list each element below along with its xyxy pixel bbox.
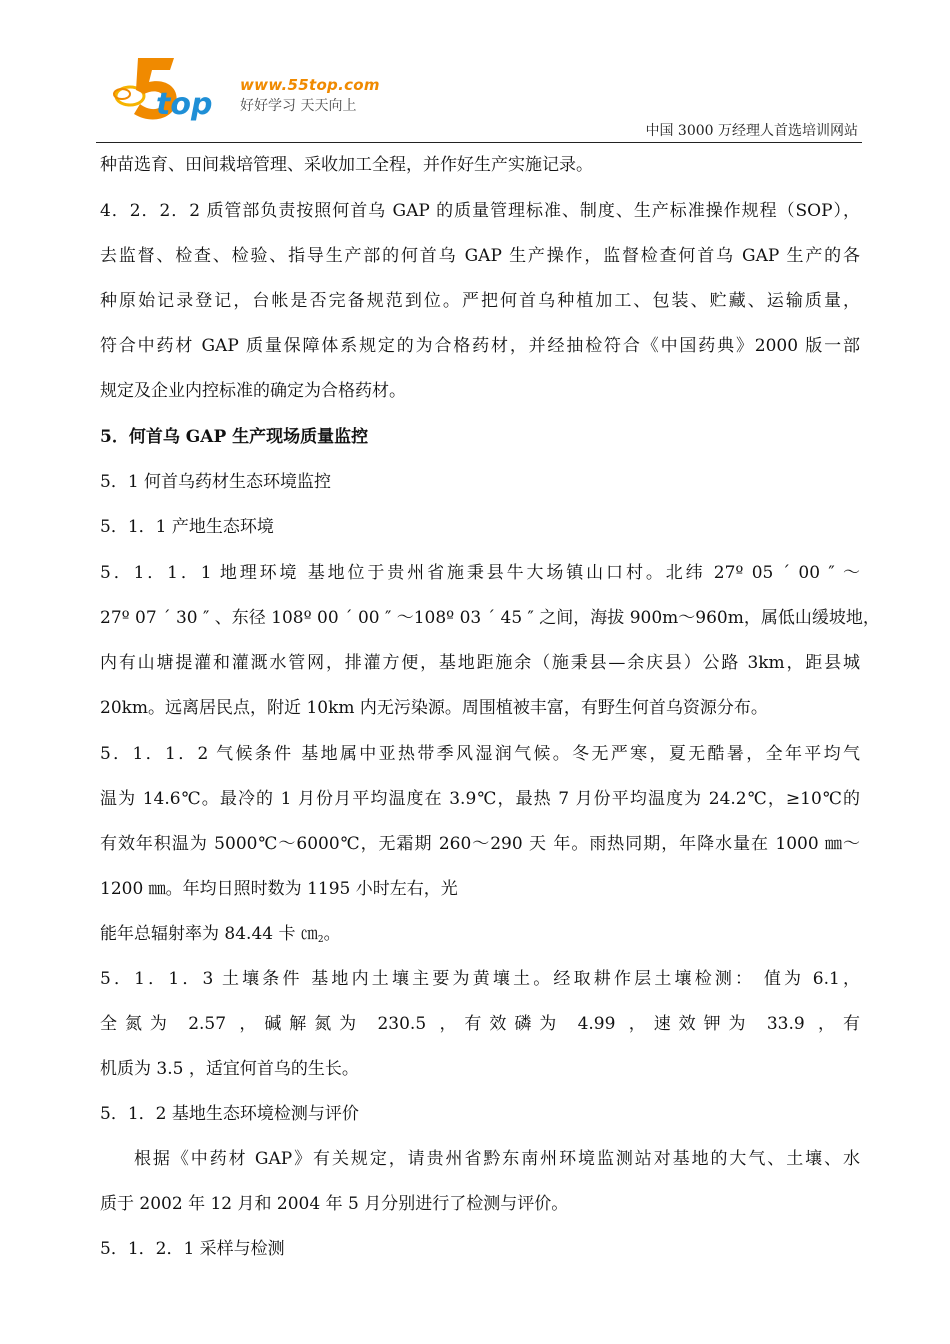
paragraph-line: 温为 14.6℃。最冷的 1 月份月平均温度在 3.9℃，最热 7 月份平均温度为 24.2℃，≥10℃的 (100, 789, 860, 809)
header-divider (96, 142, 862, 143)
superscript-2: 2 (317, 935, 324, 945)
svg-text:top: top (156, 87, 213, 122)
section-heading: 5．1．2．1 采样与检测 (100, 1239, 285, 1259)
paragraph-line: 质于 2002 年 12 月和 2004 年 5 月分别进行了检测与评价。 (100, 1194, 569, 1214)
paragraph-line: 符合中药材 GAP 质量保障体系规定的为合格药材，并经抽检符合《中国药典》2000 版一部 (100, 336, 860, 356)
paragraph-line: 内有山塘提灌和灌溉水管网，排灌方便，基地距施余（施秉县—余庆县）公路 3km，距县城 (100, 653, 860, 673)
section-heading: 5．1 何首乌药材生态环境监控 (100, 472, 332, 492)
section-heading: 5．何首乌 GAP 生产现场质量监控 (100, 427, 369, 447)
paragraph-line: 20km。远离居民点，附近 10km 内无污染源。周围植被丰富，有野生何首乌资源分布。 (100, 698, 768, 718)
paragraph-line: 规定及企业内控标准的确定为合格药材。 (100, 381, 406, 401)
paragraph-line: 种苗选育、田间栽培管理、采收加工全程，并作好生产实施记录。 (100, 155, 593, 175)
logo-mark-icon (104, 50, 244, 130)
paragraph-line: 5．1．1．3 土壤条件 基地内土壤主要为黄壤土。经取耕作层土壤检测： 值为 6.1， (100, 969, 860, 989)
logo-url[interactable]: www.55top.com (240, 76, 380, 94)
site-tagline: 中国 3000 万经理人首选培训网站 (645, 123, 858, 139)
logo-slogan: 好好学习 天天向上 (240, 98, 357, 114)
radiation-text: 能年总辐射率为 84.44 卡 ㎝ (100, 924, 318, 944)
paragraph-line (100, 923, 860, 951)
paragraph-line: 有效年积温为 5000℃～6000℃，无霜期 260～290 天 年。雨热同期，年降水量在 1000 ㎜～ (100, 834, 860, 854)
paragraph-line: 去监督、检查、检验、指导生产部的何首乌 GAP 生产操作，监督检查何首乌 GAP 生产的各 (100, 246, 860, 266)
section-heading: 5．1．1 产地生态环境 (100, 517, 274, 537)
paragraph-line: 5．1．1．2 气候条件 基地属中亚热带季风湿润气候。冬无严寒，夏无酷暑，全年平均气 (100, 744, 860, 764)
paragraph-line: 种原始记录登记，台帐是否完备规范到位。严把何首乌种植加工、包装、贮藏、运输质量， (100, 291, 860, 311)
paragraph-line: 机质为 3.5 ，适宜何首乌的生长。 (100, 1059, 359, 1079)
paragraph-line: 1200 ㎜。年均日照时数为 1195 小时左右，光 (100, 879, 458, 899)
paragraph-line: 4．2．2．2 质管部负责按照何首乌 GAP 的质量管理标准、制度、生产标准操作规程（SOP）， (100, 201, 860, 221)
paragraph-line: 27º 07 ´ 30 ″ 、东径 108º 00 ´ 00 ″ ～108º 03 ´ 45 ″ 之间，海拔 900m～960m，属低山缓坡地， (100, 608, 880, 628)
section-heading: 5．1．2 基地生态环境检测与评价 (100, 1104, 359, 1124)
period: 。 (323, 924, 341, 944)
paragraph-line: 5．1．1．1 地理环境 基地位于贵州省施秉县牛大场镇山口村。北纬 27º 05 ´ 00 ″ ～ (100, 563, 860, 583)
page-header (0, 0, 950, 146)
paragraph-line: 根据《中药材 GAP》有关规定，请贵州省黔东南州环境监测站对基地的大气、土壤、水 (134, 1149, 860, 1169)
paragraph-line: 全氮为 2.57 ，碱解氮为 230.5 ，有效磷为 4.99 ，速效钾为 33.9 ，有 (100, 1014, 860, 1034)
